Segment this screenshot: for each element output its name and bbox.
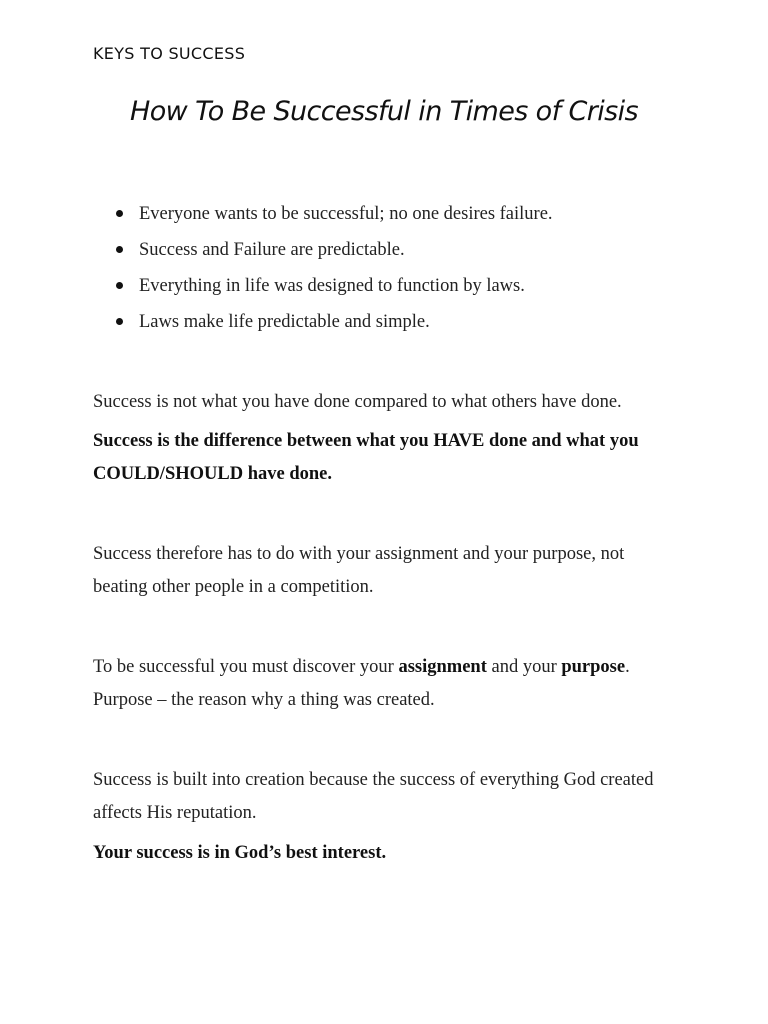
list-item: [93, 234, 693, 270]
bullet-list: [93, 198, 693, 342]
list-item: [93, 306, 693, 342]
paragraph-creation-reputation: Success is built into creation because the success of everything God created affects His reputation.: [93, 770, 654, 823]
paragraph-text: To be successful you must discover your: [93, 657, 399, 677]
paragraph-discover-purpose: [93, 651, 683, 717]
list-item-text: Everything in life was designed to function by laws.: [139, 276, 525, 296]
list-item-text: Laws make life predictable and simple.: [139, 312, 430, 332]
bullet-icon: [116, 282, 123, 289]
paragraph-gods-interest: Your success is in God’s best interest.: [93, 843, 387, 863]
list-item-text: Success and Failure are predictable.: [139, 240, 405, 260]
paragraph-text: and your: [486, 657, 562, 677]
section-label: KEYS TO SUCCESS: [93, 44, 246, 63]
paragraph-success-comparison: Success is not what you have done compared to what others have done.: [93, 392, 622, 412]
paragraph-assignment-purpose: Success therefore has to do with your assignment and your purpose, not beating other people in a competition.: [93, 544, 625, 597]
paragraph-text: . Purpose – the reason why a thing was created.: [93, 657, 630, 710]
list-item: [93, 198, 693, 234]
bullet-icon: [116, 246, 123, 253]
bullet-icon: [116, 318, 123, 325]
emphasis-purpose: purpose: [561, 657, 626, 677]
emphasis-assignment: assignment: [398, 657, 487, 677]
bullet-icon: [116, 210, 123, 217]
list-item: [93, 270, 693, 306]
page-title: How To Be Successful in Times of Crisis: [130, 96, 638, 127]
paragraph-success-definition: Success is the difference between what you HAVE done and what you COULD/SHOULD have done.: [93, 431, 639, 484]
list-item-text: Everyone wants to be successful; no one desires failure.: [139, 204, 553, 224]
